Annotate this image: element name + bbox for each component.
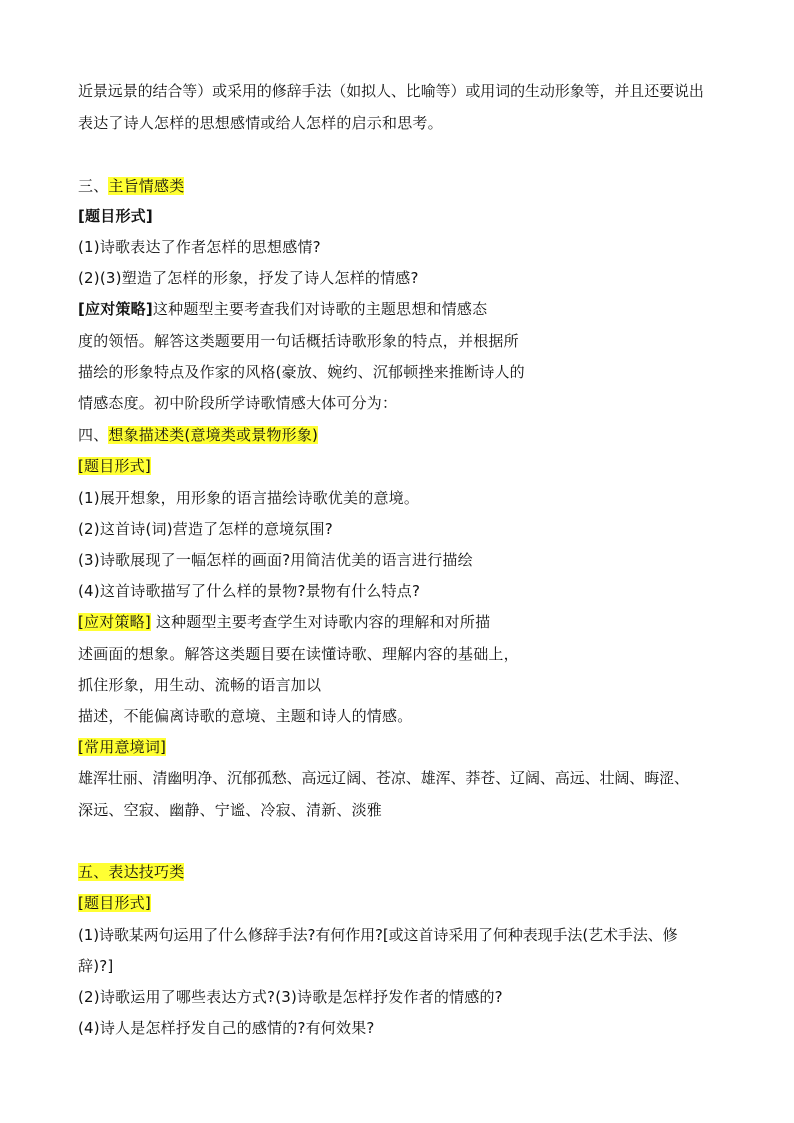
section-3-strategy-line-3: 描绘的形象特点及作家的风格(豪放、婉约、沉郁顿挫来推断诗人的 <box>78 363 525 381</box>
section-4-strategy-line-3: 抓住形象，用生动、流畅的语言加以 <box>78 676 322 694</box>
section-3-prefix: 三、 <box>78 177 109 195</box>
section-5-question-1-line-1: (1)诗歌某两句运用了什么修辞手法?有何作用?[或这首诗采用了何种表现手法(艺术手法、修 <box>78 926 678 944</box>
section-4-question-3: (3)诗歌展现了一幅怎样的画面?用简洁优美的语言进行描绘 <box>78 551 473 569</box>
section-4-strategy-label: [应对策略] <box>78 613 151 631</box>
section-4-question-1: (1)展开想象，用形象的语言描绘诗歌优美的意境。 <box>78 489 420 507</box>
section-5-form-label-wrap <box>78 893 151 913</box>
section-4-strategy-line-1 <box>78 612 490 632</box>
section-4-form-label: [题目形式] <box>78 457 151 475</box>
section-4-strategy-line-4: 描述，不能偏离诗歌的意境、主题和诗人的情感。 <box>78 707 413 725</box>
section-3-strategy-line-2: 度的领悟。解答这类题要用一句话概括诗歌形象的特点，并根据所 <box>78 332 519 350</box>
section-4-words-label: [常用意境词] <box>78 738 167 756</box>
section-4-title: 想象描述类(意境类或景物形象) <box>108 426 319 444</box>
section-4-question-4: (4)这首诗歌描写了什么样的景物?景物有什么特点? <box>78 582 421 600</box>
intro-line-1: 近景远景的结合等）或采用的修辞手法（如拟人、比喻等）或用词的生动形象等，并且还要说出 <box>78 82 704 100</box>
section-4-prefix: 四、 <box>78 426 109 444</box>
section-4-heading <box>78 425 318 445</box>
section-3-strategy-line-1 <box>78 299 487 319</box>
section-3-title: 主旨情感类 <box>108 177 185 195</box>
section-3-strategy-line-4: 情感态度。初中阶段所学诗歌情感大体可分为： <box>78 394 398 412</box>
intro-line-2: 表达了诗人怎样的思想感情或给人怎样的启示和思考。 <box>78 114 443 132</box>
section-3-question-1: (1)诗歌表达了作者怎样的思想感情? <box>78 238 321 256</box>
section-4-words-label-wrap <box>78 737 166 757</box>
section-3-question-2: (2)(3)塑造了怎样的形象，抒发了诗人怎样的情感? <box>78 269 419 287</box>
section-5-question-1-line-2: 辞)?] <box>78 957 114 975</box>
section-3-strategy-text-1: 这种题型主要考查我们对诗歌的主题思想和情感态 <box>152 300 488 318</box>
section-4-strategy-line-2: 述画面的想象。解答这类题目要在读懂诗歌、理解内容的基础上， <box>78 645 519 663</box>
section-4-words-line-2: 深远、空寂、幽静、宁谧、冷寂、清新、淡雅 <box>78 801 383 819</box>
section-5-question-4: (4)诗人是怎样抒发自己的感情的?有何效果? <box>78 1019 375 1037</box>
section-4-words-line-1: 雄浑壮丽、清幽明净、沉郁孤愁、高远辽阔、苍凉、雄浑、莽苍、辽阔、高远、壮阔、晦涩、 <box>78 769 689 787</box>
section-5-form-label: [题目形式] <box>78 894 151 912</box>
section-4-strategy-text-1: 这种题型主要考查学生对诗歌内容的理解和对所描 <box>155 613 491 631</box>
section-3-strategy-label: [应对策略] <box>78 300 153 318</box>
section-3-heading <box>78 176 184 196</box>
section-4-question-2: (2)这首诗(词)营造了怎样的意境氛围? <box>78 520 333 538</box>
section-5-title: 五、表达技巧类 <box>78 863 185 881</box>
section-5-heading-wrap <box>78 862 184 882</box>
section-5-question-2: (2)诗歌运用了哪些表达方式?(3)诗歌是怎样抒发作者的情感的? <box>78 988 503 1006</box>
section-3-form-label: [题目形式] <box>78 207 153 225</box>
section-4-form-label-wrap <box>78 456 151 476</box>
